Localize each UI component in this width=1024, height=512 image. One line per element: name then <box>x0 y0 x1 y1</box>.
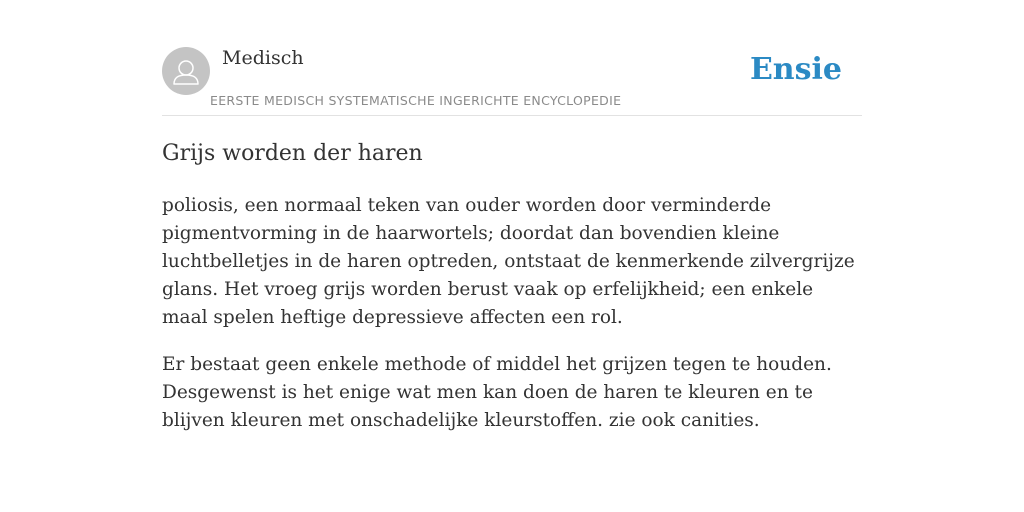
article-paragraph: poliosis, een normaal teken van ouder worden door verminderde pigmentvorming in de haarwortels; doordat dan bovendien kleine luchtbelletjes in de haren optreden, ontstaat de kenmerkende zilvergrijze glans. Het vroeg grijs worden berust vaak op erfelijkheid; een enkele maal spelen heftige depressieve affecten een rol. <box>162 195 855 328</box>
site-logo[interactable]: Ensie <box>749 52 842 87</box>
content-column <box>162 0 862 431</box>
article-header <box>162 0 862 116</box>
author-name[interactable]: Medisch <box>222 47 304 69</box>
source-title[interactable]: EERSTE MEDISCH SYSTEMATISCHE INGERICHTE ENCYCLOPEDIE <box>210 93 622 108</box>
article-paragraph: Er bestaat geen enkele methode of middel het grijzen tegen te houden. Desgewenst is het enige wat men kan doen de haren te kleuren en te blijven kleuren met onschadelijke kleurstoffen. zie ook canities. <box>162 354 832 431</box>
user-silhouette-icon <box>162 47 210 95</box>
author-avatar[interactable] <box>162 47 210 95</box>
article-title: Grijs worden der haren <box>162 141 423 166</box>
article-body <box>162 192 862 454</box>
